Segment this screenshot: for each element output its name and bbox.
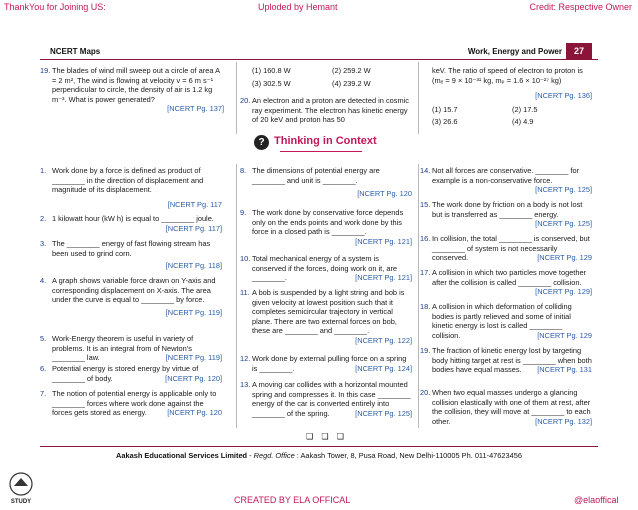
option: (3) 26.6 bbox=[432, 117, 458, 127]
end-marks: ❑ ❑ ❑ bbox=[306, 432, 347, 441]
question-top-19 bbox=[40, 66, 224, 114]
question-number: 8. bbox=[240, 166, 247, 175]
ncert-ref: [NCERT Pg. 121] bbox=[355, 273, 412, 283]
column-divider bbox=[236, 62, 237, 134]
question-text: When two equal masses undergo a glancing collision elastically with one of them at rest, after the collision, they will move at ________ to each other. bbox=[432, 388, 591, 426]
question-14 bbox=[420, 166, 592, 195]
document-page bbox=[40, 44, 598, 464]
question-text: The blades of wind mill sweep out a circle of area A = 2 m², The wind is flowing at velocity v = 6 m s⁻¹ perpendicular to circle, the density of air is 1.2 kg m⁻³. What is power generated? bbox=[52, 66, 220, 104]
question-text: The ________ energy of fast flowing stream has been used to grind corn. bbox=[52, 239, 211, 258]
header-left: NCERT Maps bbox=[50, 47, 101, 56]
question-text: A moving car collides with a horizontal mounted spring and compresses it. In this case ________ energy of the car is converted entirely into ________ of the spring. bbox=[252, 380, 411, 418]
ncert-ref: [NCERT Pg. 124] bbox=[355, 363, 412, 373]
ncert-ref: [NCERT Pg. 118] bbox=[165, 261, 222, 271]
question-bubble-icon: ? bbox=[254, 135, 269, 150]
question-19 bbox=[420, 346, 592, 375]
question-text: Work done by external pulling force on a spring is ________. bbox=[252, 354, 407, 373]
question-text: Potential energy is stored energy by virtue of ________ of body. bbox=[52, 364, 199, 383]
ncert-ref: [NCERT Pg. 131 bbox=[537, 365, 592, 375]
ncert-ref: [NCERT Pg. 119] bbox=[165, 307, 222, 317]
column-divider bbox=[418, 164, 419, 428]
ncert-ref: [NCERT Pg. 120 bbox=[167, 408, 222, 418]
question-number: 16. bbox=[420, 234, 431, 243]
address-footer: Aakash Educational Services Limited - Regd. Office : Aakash Tower, 8, Pusa Road, New Delhi-110005 Ph. 011-47623456 bbox=[40, 446, 598, 460]
question-number: 12. bbox=[240, 354, 251, 363]
question-number: 5. bbox=[40, 334, 47, 343]
ncert-ref: [NCERT Pg. 129] bbox=[535, 287, 592, 297]
logo-text: STUDY bbox=[10, 499, 32, 505]
ncert-ref: [NCERT Pg. 137] bbox=[167, 104, 224, 114]
question-number: 18. bbox=[420, 302, 431, 311]
social-handle: @elaoffical bbox=[574, 495, 619, 505]
question-15 bbox=[420, 200, 592, 229]
option: (1) 160.8 W bbox=[252, 66, 291, 75]
question-4 bbox=[40, 276, 222, 317]
question-number: 13. bbox=[240, 380, 251, 389]
ncert-ref: [NCERT Pg. 119] bbox=[165, 353, 222, 363]
question-16 bbox=[420, 234, 592, 263]
question-text: An electron and a proton are detected in cosmic ray experiment. The electron has kinetic energy of 20 keV and proton has 50 bbox=[252, 96, 409, 125]
column-divider bbox=[418, 62, 419, 134]
ncert-ref: [NCERT Pg. 117 bbox=[167, 199, 222, 209]
options-top-right bbox=[432, 105, 592, 127]
question-number: 9. bbox=[240, 208, 247, 217]
question-9 bbox=[240, 208, 412, 246]
office-label: Regd. Office bbox=[253, 451, 295, 460]
study-logo bbox=[6, 470, 36, 506]
header-right: Work, Energy and Power bbox=[467, 47, 562, 56]
question-13 bbox=[240, 380, 412, 418]
question-number: 19. bbox=[40, 66, 51, 75]
column-divider bbox=[236, 164, 237, 428]
office-address: : Aakash Tower, 8, Pusa Road, New Delhi-110005 Ph. 011-47623456 bbox=[296, 451, 522, 460]
question-number: 2. bbox=[40, 214, 47, 223]
question-number: 11. bbox=[240, 288, 250, 297]
question-3 bbox=[40, 239, 222, 271]
question-1 bbox=[40, 166, 222, 209]
ncert-ref: [NCERT Pg. 122] bbox=[355, 335, 412, 345]
page-header bbox=[40, 44, 598, 60]
question-text: The notion of potential energy is applicable only to ________ forces where work done against the forces gets stored as energy. bbox=[52, 389, 217, 418]
question-number: 20. bbox=[420, 388, 431, 397]
question-text: keV. The ratio of speed of electron to proton is (mₑ = 9 × 10⁻³¹ kg, mₚ = 1.6 × 10⁻²⁷ kg) bbox=[432, 66, 583, 85]
question-11 bbox=[240, 288, 412, 346]
question-text: The dimensions of potential energy are ________ and unit is ________. bbox=[252, 166, 380, 185]
option: (2) 17.5 bbox=[512, 104, 538, 114]
title-underline bbox=[280, 151, 362, 152]
question-text: A collision in which deformation of colliding bodies is partly relieved and some of initial kinetic energy is lost is called ________ collision. bbox=[432, 302, 572, 340]
question-17 bbox=[420, 268, 592, 297]
ncert-ref: [NCERT Pg. 121] bbox=[355, 236, 412, 246]
page-number: 27 bbox=[566, 43, 592, 60]
ncert-ref: [NCERT Pg. 129 bbox=[537, 253, 592, 263]
question-top-20-cont bbox=[432, 66, 592, 127]
ncert-ref: [NCERT Pg. 125] bbox=[535, 219, 592, 229]
ncert-ref: [NCERT Pg. 125] bbox=[355, 408, 412, 418]
option: (1) 15.7 bbox=[432, 104, 458, 114]
question-number: 4. bbox=[40, 276, 47, 285]
option: (3) 302.5 W bbox=[252, 78, 291, 88]
question-number: 14. bbox=[420, 166, 431, 175]
question-text: The work done by conservative force depends only on the ends points and work done by this force in a closed path is ________. bbox=[252, 208, 404, 237]
question-number: 10. bbox=[240, 254, 251, 263]
ncert-ref: [NCERT Pg. 129 bbox=[537, 330, 592, 340]
section-title: Thinking in Context bbox=[274, 135, 377, 147]
question-number: 7. bbox=[40, 389, 47, 398]
question-18 bbox=[420, 302, 592, 340]
created-by: CREATED BY ELA OFFICAL bbox=[234, 495, 351, 505]
top-banner bbox=[0, 0, 638, 14]
ncert-ref: [NCERT Pg. 120] bbox=[165, 373, 222, 383]
question-number: 20. bbox=[240, 96, 251, 105]
question-text: A collision in which two particles move together after the collision is called ________ collision. bbox=[432, 268, 587, 287]
company-name: Aakash Educational Services Limited bbox=[116, 451, 248, 460]
option: (4) 239.2 W bbox=[332, 78, 371, 88]
question-20 bbox=[420, 388, 592, 426]
question-12 bbox=[240, 354, 412, 373]
option: (2) 259.2 W bbox=[332, 66, 371, 75]
question-10 bbox=[240, 254, 412, 283]
question-number: 6. bbox=[40, 364, 47, 373]
question-number: 17. bbox=[420, 268, 431, 277]
question-text: A graph shows variable force drawn on Y-axis and corresponding displacement on X-axis. The area under the curve is equal to ________ by force. bbox=[52, 276, 216, 305]
question-text: Not all forces are conservative. ________ for example is a non-conservative force. bbox=[432, 166, 580, 185]
ncert-ref: [NCERT Pg. 125] bbox=[535, 185, 592, 195]
question-text: Work done by a force is defined as product of ________ in the direction of displacement and magnitude of its displacement. bbox=[52, 166, 204, 195]
question-6 bbox=[40, 364, 222, 383]
option: (4) 4.9 bbox=[512, 117, 534, 127]
banner-right: Credit: Respective Owner bbox=[529, 2, 632, 12]
ncert-ref: [NCERT Pg. 132] bbox=[535, 416, 592, 426]
ncert-ref: [NCERT Pg. 120 bbox=[357, 189, 412, 199]
question-5 bbox=[40, 334, 222, 363]
ncert-ref: [NCERT Pg. 117] bbox=[165, 223, 222, 233]
question-text: In collision, the total ________ is conserved, but ________ of system is not necessarily conserved. bbox=[432, 234, 590, 263]
question-8 bbox=[240, 166, 412, 199]
question-text: A bob is suspended by a light string and bob is given velocity at lowest position such that it completes semicircular trajectory in vertical plane. There are two external forces on bob, these are ________ and ________. bbox=[252, 288, 405, 336]
banner-center: Uploded by Hemant bbox=[258, 2, 338, 12]
ncert-ref: [NCERT Pg. 136] bbox=[535, 91, 592, 101]
question-text: The fraction of kinetic energy lost by targeting body hitting target at rest is ________ when both bodies have equal masses. bbox=[432, 346, 592, 375]
question-7 bbox=[40, 389, 222, 418]
question-2 bbox=[40, 214, 222, 233]
question-text: The work done by friction on a body is not lost but is transferred as ________ energy. bbox=[432, 200, 583, 219]
question-number: 19. bbox=[420, 346, 431, 355]
question-text: Work-Energy theorem is useful in variety of problems. It is an integral from of Newton’s ________ law. bbox=[52, 334, 194, 363]
question-top-20 bbox=[240, 96, 412, 125]
question-number: 15. bbox=[420, 200, 431, 209]
question-number: 1. bbox=[40, 166, 47, 175]
question-number: 3. bbox=[40, 239, 47, 248]
section-heading bbox=[240, 134, 400, 152]
question-text: 1 kilowatt hour (kW h) is equal to ________ joule. bbox=[52, 214, 214, 223]
options-top-middle bbox=[252, 66, 412, 88]
question-text: Total mechanical energy of a system is conserved if the forces, doing work on it, are ________. bbox=[252, 254, 398, 283]
banner-left: ThankYou for Joining US: bbox=[4, 2, 106, 12]
